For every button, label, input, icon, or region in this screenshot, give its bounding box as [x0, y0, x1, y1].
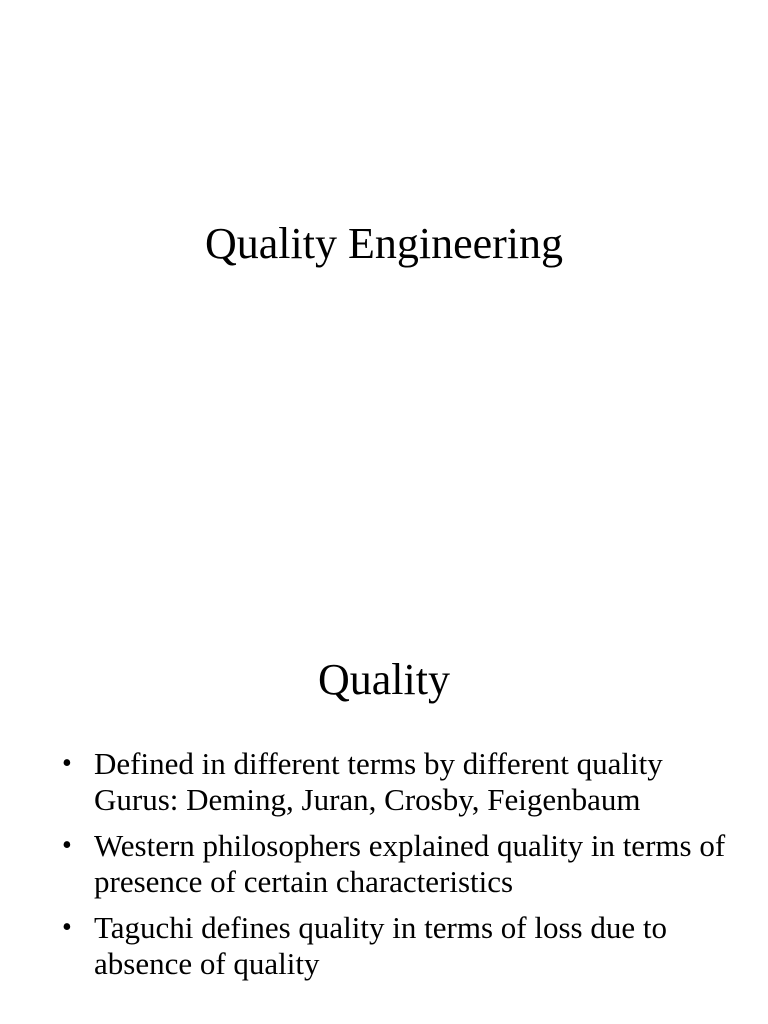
slide-title: Quality [318, 655, 450, 704]
slide-title: Quality Engineering [204, 219, 563, 268]
bullet-item [62, 746, 742, 818]
bullet-icon: • [62, 912, 72, 943]
bullet-text: Western philosophers explained quality in terms of presence of certain characteristics [94, 828, 726, 899]
bullet-item [62, 828, 742, 900]
bullet-text: Taguchi defines quality in terms of loss due to absence of quality [94, 910, 667, 981]
bullet-list [62, 746, 742, 992]
content-slide [0, 576, 768, 1024]
bullet-item [62, 910, 742, 982]
bullet-icon: • [62, 830, 72, 861]
bullet-icon: • [62, 748, 72, 779]
bullet-text: Defined in different terms by different quality Gurus: Deming, Juran, Crosby, Feigenbaum [94, 746, 663, 817]
